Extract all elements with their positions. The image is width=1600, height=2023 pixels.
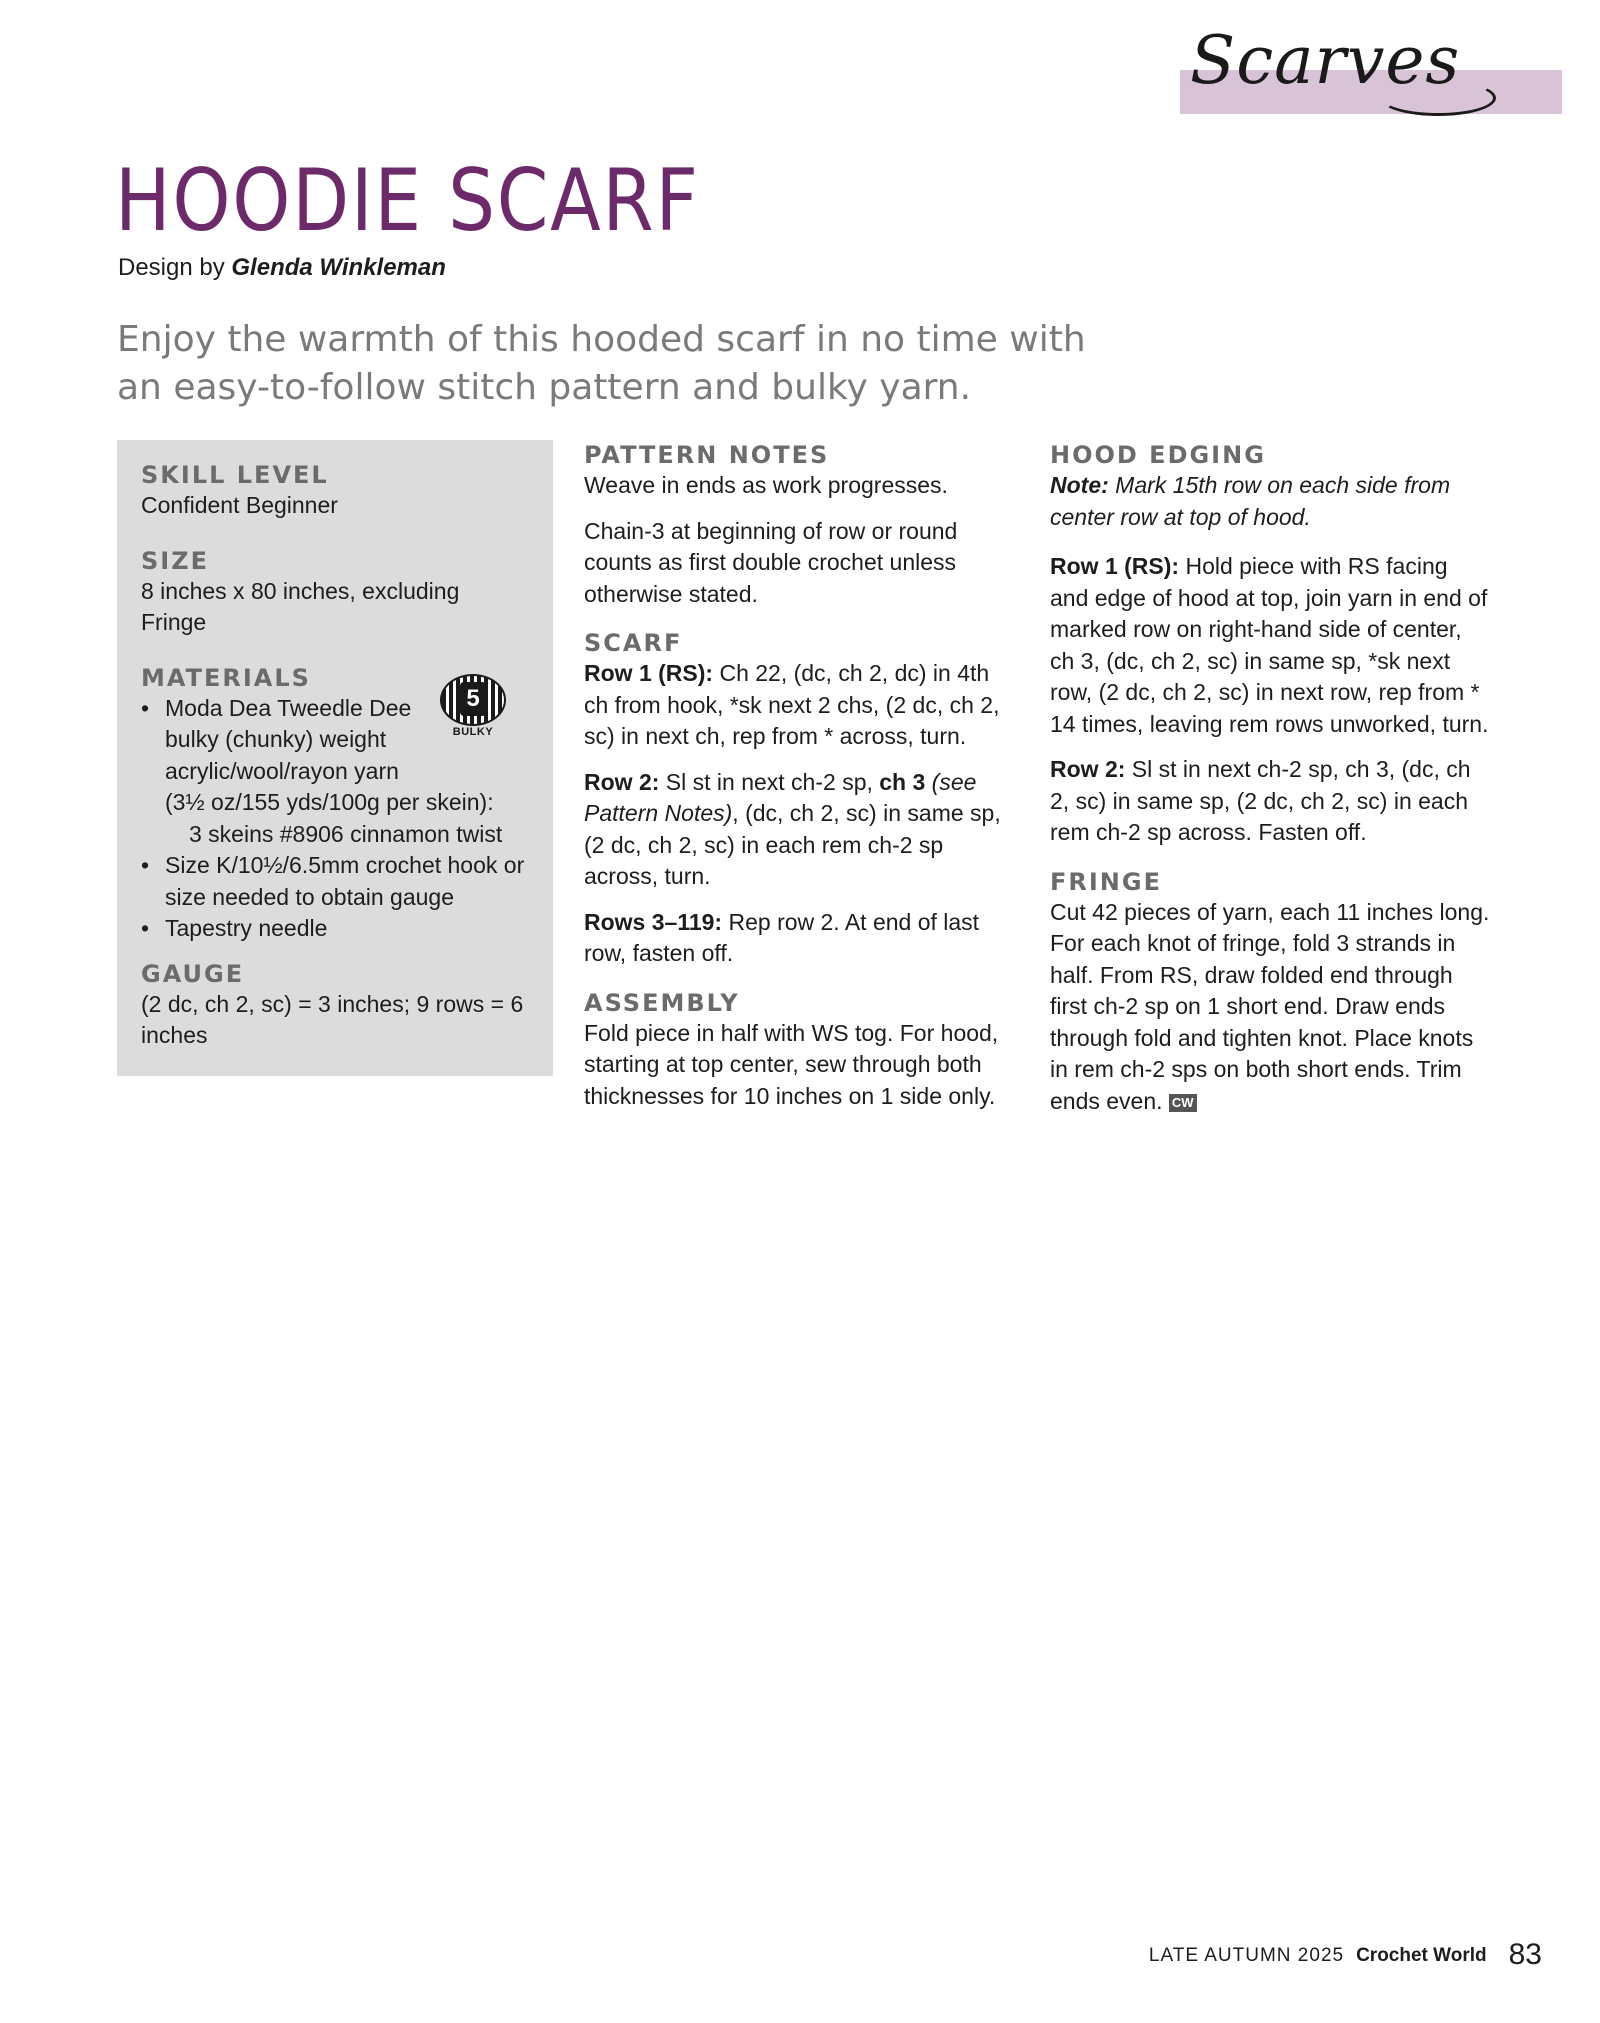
column-middle (584, 440, 1016, 1126)
page-title: HOODIE SCARF (115, 151, 700, 251)
hood-row-1 (1050, 551, 1490, 740)
hood-row-2-label: Row 2: (1050, 756, 1126, 782)
hood-note-text: Mark 15th row on each side from center row at top of hood. (1050, 472, 1451, 530)
page-number: 83 (1508, 1938, 1542, 1971)
scarf-rows-3-label: Rows 3–119: (584, 908, 723, 935)
fringe-text (1050, 897, 1490, 1118)
skill-level-text: Confident Beginner (141, 492, 338, 518)
end-mark-icon: CW (1169, 1094, 1197, 1112)
hood-row-2 (1050, 754, 1490, 849)
yarn-line-1: • Moda Dea Tweedle Dee (165, 694, 412, 721)
hood-row-1-label: Row 1 (RS): (1050, 553, 1180, 579)
hood-note (1050, 470, 1490, 533)
footer-magazine: Crochet World (1356, 1945, 1487, 1966)
fringe-heading: FRINGE (1050, 867, 1162, 896)
assembly-text: Fold piece in half with WS tog. For hood, starting at top center, sew through both thicknesses for 10 inches on 1 side only. (584, 1019, 999, 1109)
scarf-row-1-text: Ch 22, (dc, ch 2, dc) in 4th ch from hook, *sk next 2 chs, (2 dc, ch 2, sc) in next ch, rep from * across, turn. (584, 660, 1000, 749)
scarf-row-2-label: Row 2: (584, 768, 660, 795)
hood-note-label: Note: (1050, 472, 1109, 498)
section-tag: Scarves (1190, 22, 1461, 99)
skill-level-section (141, 460, 529, 522)
yarn-skeins: 3 skeins #8906 cinnamon twist (189, 820, 503, 847)
gauge-section (141, 959, 529, 1052)
scarf-row-2-italic: (see Pattern Notes) (584, 768, 977, 826)
scarf-row-2-text-b: , (dc, ch 2, sc) in same sp, (2 dc, ch 2, sc) in each rem ch-2 sp across, turn. (584, 800, 1001, 889)
material-needle: • Tapestry needle (141, 913, 529, 945)
scarf-row-2-bold: ch 3 (879, 768, 926, 795)
scarf-row-2 (584, 767, 1016, 893)
scarf-row-1 (584, 658, 1016, 753)
pattern-note-1: Weave in ends as work progresses. (584, 472, 948, 498)
materials-heading: MATERIALS (141, 663, 311, 692)
scarf-row-1-label: Row 1 (RS): (584, 660, 714, 686)
footer-issue: LATE AUTUMN 2025 (1148, 1945, 1345, 1966)
designer-name: Glenda Winkleman (231, 254, 446, 281)
size-heading: SIZE (141, 546, 210, 575)
page-footer (1149, 1938, 1542, 1972)
yarn-line-3: acrylic/wool/rayon yarn (165, 757, 399, 784)
intro-text: Enjoy the warmth of this hooded scarf in no time with an easy-to-follow stitch pattern and bulky yarn. (117, 319, 1086, 408)
yarn-weight-label: BULKY (452, 726, 494, 738)
byline (118, 254, 446, 282)
gauge-heading: GAUGE (141, 959, 245, 988)
yarn-weight-number: 5 (460, 682, 486, 716)
scarf-heading: SCARF (584, 629, 683, 657)
yarn-line-4: (3½ oz/155 yds/100g per skein): (165, 789, 494, 815)
yarn-weight-icon (440, 674, 506, 742)
byline-prefix: Design by (118, 254, 232, 281)
size-section (141, 546, 529, 639)
materials-sidebar (117, 440, 553, 1076)
size-text: 8 inches x 80 inches, excluding Fringe (141, 577, 460, 635)
fringe-text-body: Cut 42 pieces of yarn, each 11 inches long. For each knot of fringe, fold 3 strands in half. From RS, draw folded end through first ch-2 sp on 1 short end. Draw ends through fold and tighten knot. Place knots in rem ch-2 sps on both short ends. Trim ends even. (1050, 898, 1490, 1114)
assembly-heading: ASSEMBLY (584, 988, 740, 1017)
column-right (1050, 440, 1490, 1131)
scarf-rows-3-119 (584, 907, 1016, 970)
scarf-row-2-text-a: Sl st in next ch-2 sp, (659, 768, 880, 795)
hood-edging-heading: HOOD EDGING (1050, 441, 1266, 469)
pattern-notes-heading: PATTERN NOTES (584, 441, 830, 469)
gauge-text: (2 dc, ch 2, sc) = 3 inches; 9 rows = 6 inches (141, 990, 524, 1048)
pattern-note-2: Chain-3 at beginning of row or round counts as first double crochet unless otherwise stated. (584, 517, 958, 607)
material-hook: • Size K/10½/6.5mm crochet hook or size needed to obtain gauge (141, 850, 529, 913)
yarn-line-2: bulky (chunky) weight (165, 726, 387, 752)
hood-row-1-text: Hold piece with RS facing and edge of hood at top, join yarn in end of marked row on right-hand side of center, ch 3, (dc, ch 2, sc) in same sp, *sk next row, (2 dc, ch 2, sc) in next row, rep from * 14 times, leaving rem rows unworked, turn. (1050, 553, 1489, 737)
hood-row-2-text: Sl st in next ch-2 sp, ch 3, (dc, ch 2, sc) in same sp, (2 dc, ch 2, sc) in each rem ch-2 sp across. Fasten off. (1050, 756, 1471, 845)
skill-level-heading: SKILL LEVEL (141, 461, 329, 489)
scarf-rows-3-text: Rep row 2. At end of last row, fasten off. (584, 908, 980, 966)
